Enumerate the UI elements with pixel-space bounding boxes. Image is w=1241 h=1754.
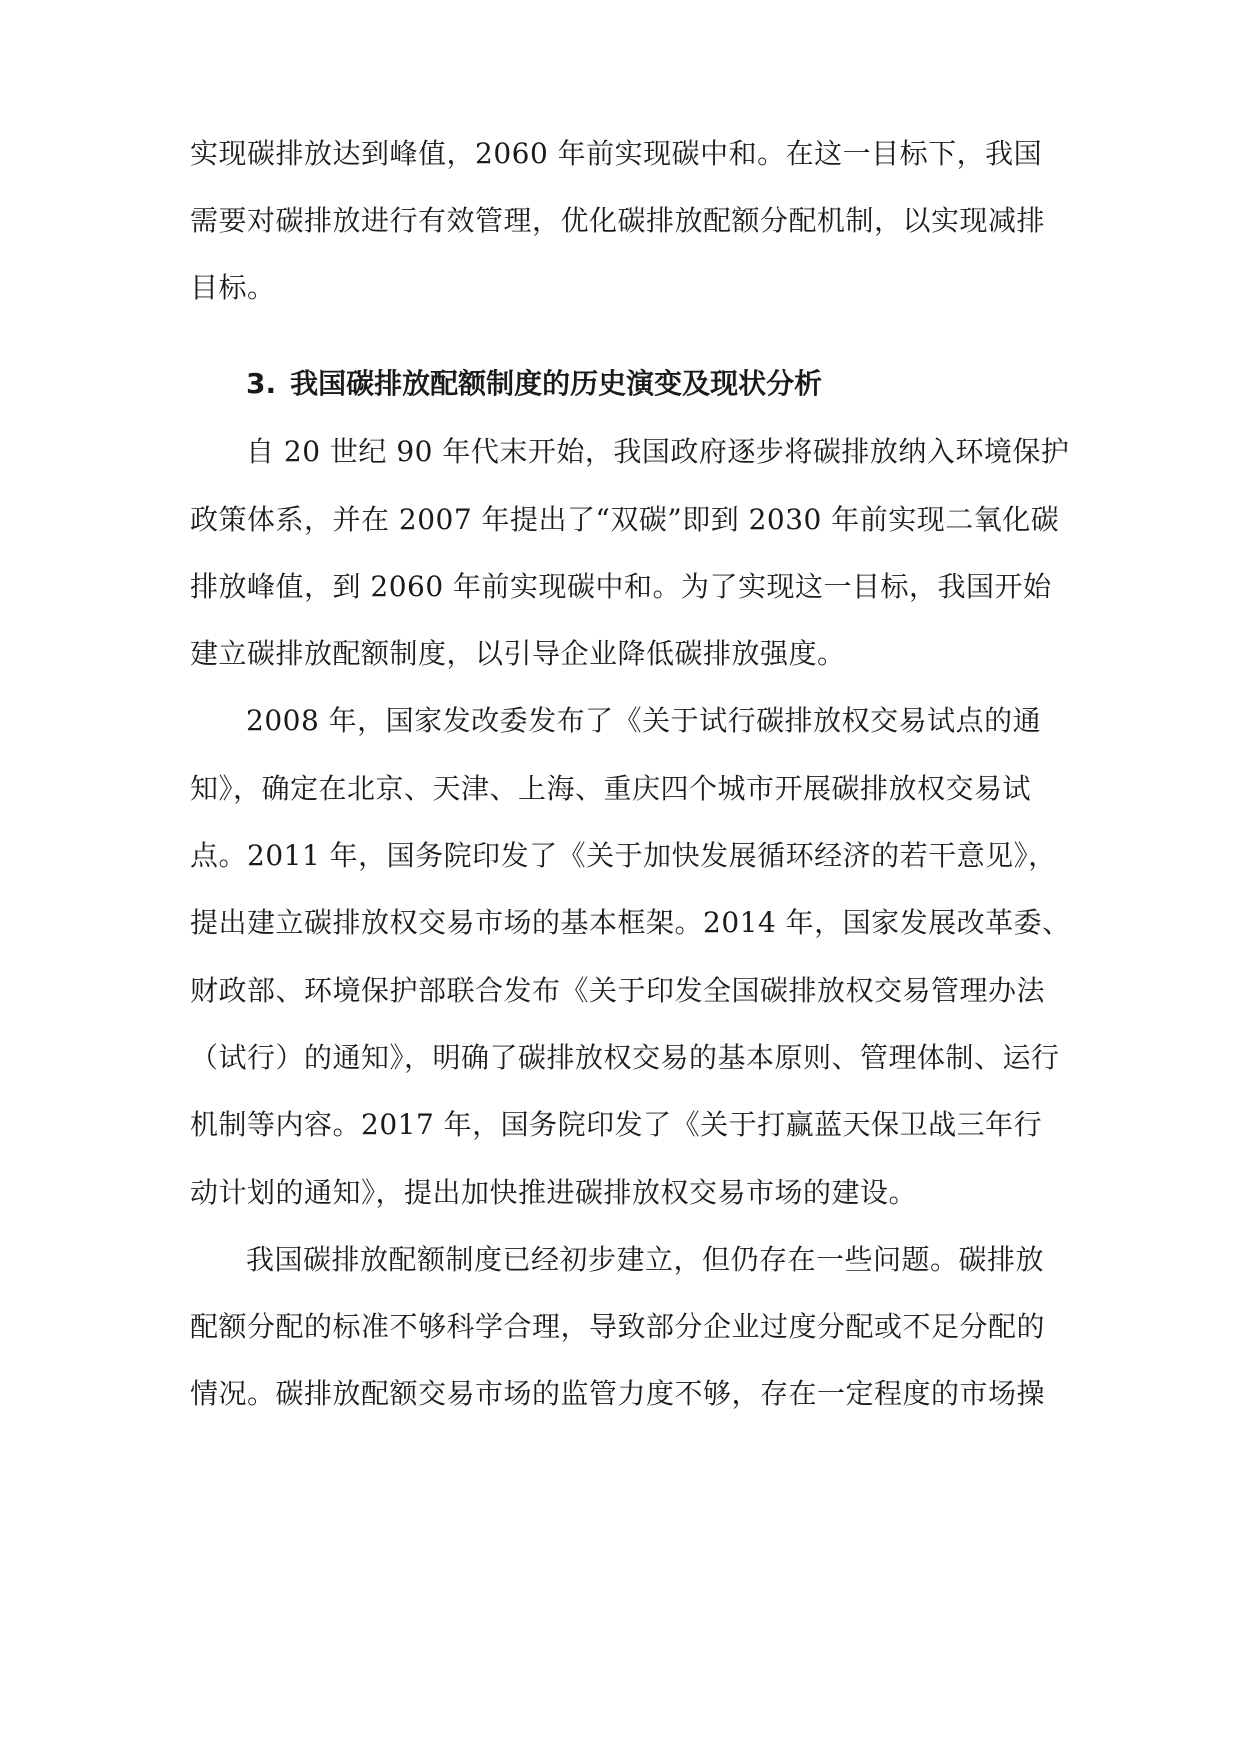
paragraph-line: 财政部、环境保护部联合发布《关于印发全国碳排放权交易管理办法 (190, 974, 1046, 1007)
paragraph-line: 配额分配的标准不够科学合理，导致部分企业过度分配或不足分配的 (190, 1310, 1046, 1343)
paragraph-line: 2008 年，国家发改委发布了《关于试行碳排放权交易试点的通 (246, 704, 1042, 737)
paragraph-line: 动计划的通知》，提出加快推进碳排放权交易市场的建设。 (190, 1176, 918, 1209)
paragraph-line: 知》，确定在北京、天津、上海、重庆四个城市开展碳排放权交易试 (190, 772, 1032, 805)
section-number: 3. (246, 367, 277, 400)
paragraph-line: 需要对碳排放进行有效管理，优化碳排放配额分配机制，以实现减排 (190, 204, 1046, 237)
paragraph-line: 实现碳排放达到峰值，2060 年前实现碳中和。在这一目标下，我国 (190, 137, 1043, 170)
paragraph-line: 建立碳排放配额制度，以引导企业降低碳排放强度。 (190, 637, 846, 670)
section-title: 我国碳排放配额制度的历史演变及现状分析 (290, 367, 823, 400)
paragraph-line: （试行）的通知》，明确了碳排放权交易的基本原则、管理体制、运行 (190, 1041, 1060, 1074)
paragraph-line: 目标。 (190, 271, 276, 304)
paragraph-line: 提出建立碳排放权交易市场的基本框架。2014 年，国家发展改革委、 (190, 906, 1071, 939)
paragraph-line: 点。2011 年，国务院印发了《关于加快发展循环经济的若干意见》， (190, 839, 1057, 872)
section-heading (246, 364, 1060, 404)
paragraph-line: 我国碳排放配额制度已经初步建立，但仍存在一些问题。碳排放 (246, 1243, 1045, 1276)
paragraph-line: 机制等内容。2017 年，国务院印发了《关于打赢蓝天保卫战三年行 (190, 1108, 1043, 1141)
paragraph-line: 排放峰值，到 2060 年前实现碳中和。为了实现这一目标，我国开始 (190, 570, 1052, 603)
paragraph-line: 政策体系，并在 2007 年提出了“双碳”即到 2030 年前实现二氧化碳 (190, 503, 1060, 536)
paragraph-line: 情况。碳排放配额交易市场的监管力度不够，存在一定程度的市场操 (190, 1377, 1046, 1410)
paragraph-line: 自 20 世纪 90 年代末开始，我国政府逐步将碳排放纳入环境保护 (246, 435, 1070, 468)
